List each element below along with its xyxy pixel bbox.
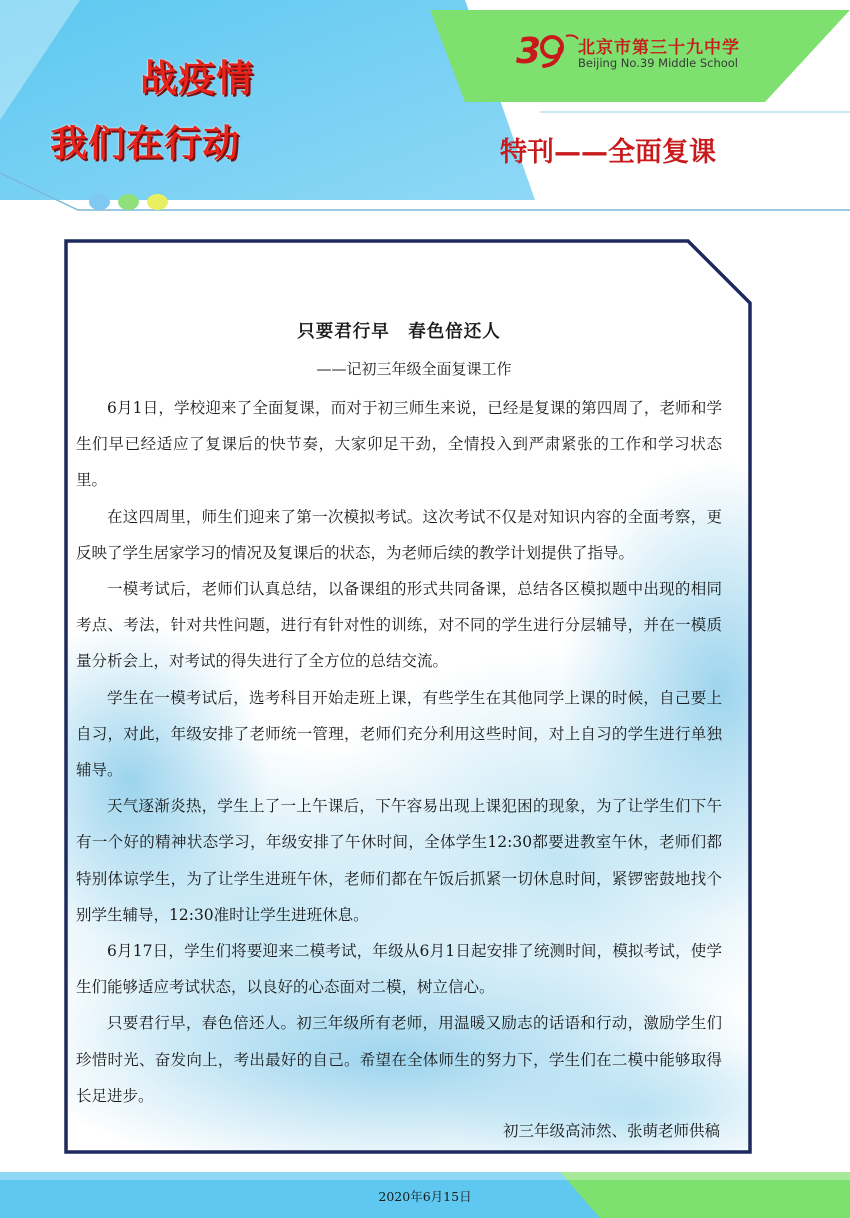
- article-subtitle: ——记初三年级全面复课工作: [316, 360, 512, 378]
- article-paragraph: 6月17日，学生们将要迎来二模考试，年级从6月1日起安排了统测时间，模拟考试，使学生们能够适应考试状态，以良好的心态面对二模，树立信心。: [76, 942, 722, 997]
- special-issue-title: 特刊——全面复课: [500, 137, 716, 168]
- article-paragraph: 学生在一模考试后，选考科目开始走班上课，有些学生在其他同学上课的时候，自己要上自习，对此，年级安排了老师统一管理，老师们充分利用这些时间，对上自习的学生进行单独辅导。: [76, 688, 722, 780]
- article-paragraph: 在这四周里，师生们迎来了第一次模拟考试。这次考试不仅是对知识内容的全面考察，更反映了学生居家学习的情况及复课后的状态，为老师后续的教学计划提供了指导。: [76, 507, 722, 562]
- school-name-en: Beijing No.39 Middle School: [578, 56, 738, 70]
- article-byline: 初三年级高沛然、张萌老师供稿: [502, 1122, 720, 1140]
- article-paragraph: 6月1日，学校迎来了全面复课，而对于初三师生来说，已经是复课的第四周了，老师和学生们早已经适应了复课后的快节奏，大家卯足干劲，全情投入到严肃紧张的工作和学习状态里。: [76, 399, 722, 490]
- slogan-line-2: 我们在行动: [50, 122, 240, 165]
- article-body: [76, 390, 722, 1114]
- school-name-cn: 北京市第三十九中学: [578, 38, 740, 58]
- article-paragraph: 只要君行早，春色倍还人。初三年级所有老师，用温暖又励志的话语和行动，激励学生们珍惜时光、奋发向上，考出最好的自己。希望在全体师生的努力下，学生们在二模中能够取得长足进步。: [76, 1014, 722, 1105]
- footer-band: [0, 1150, 850, 1218]
- article: [76, 252, 722, 1152]
- article-paragraph: 一模考试后，老师们认真总结，以备课组的形式共同备课，总结各区模拟题中出现的相同考点、考法，针对共性问题，进行有针对性的训练，对不同的学生进行分层辅导，并在一模质量分析会上，对考试的得失进行了全方位的总结交流。: [76, 580, 722, 671]
- svg-text:3: 3: [516, 31, 542, 70]
- issue-date: 2020年6月15日: [378, 1189, 472, 1204]
- article-title: 只要君行早 春色倍还人: [297, 322, 501, 342]
- slogan-line-1: 战疫情: [140, 57, 254, 100]
- article-paragraph: 天气逐渐炎热，学生上了一上午课后，下午容易出现上课犯困的现象，为了让学生们下午有一个好的精神状态学习，年级安排了午休时间，全体学生12:30都要进教室午休，老师们都特别体谅学生，为了让学生进班午休，老师们都在午饭后抓紧一切休息时间，紧锣密鼓地找个别学生辅导，12:30准时让学生进班休息。: [76, 797, 722, 924]
